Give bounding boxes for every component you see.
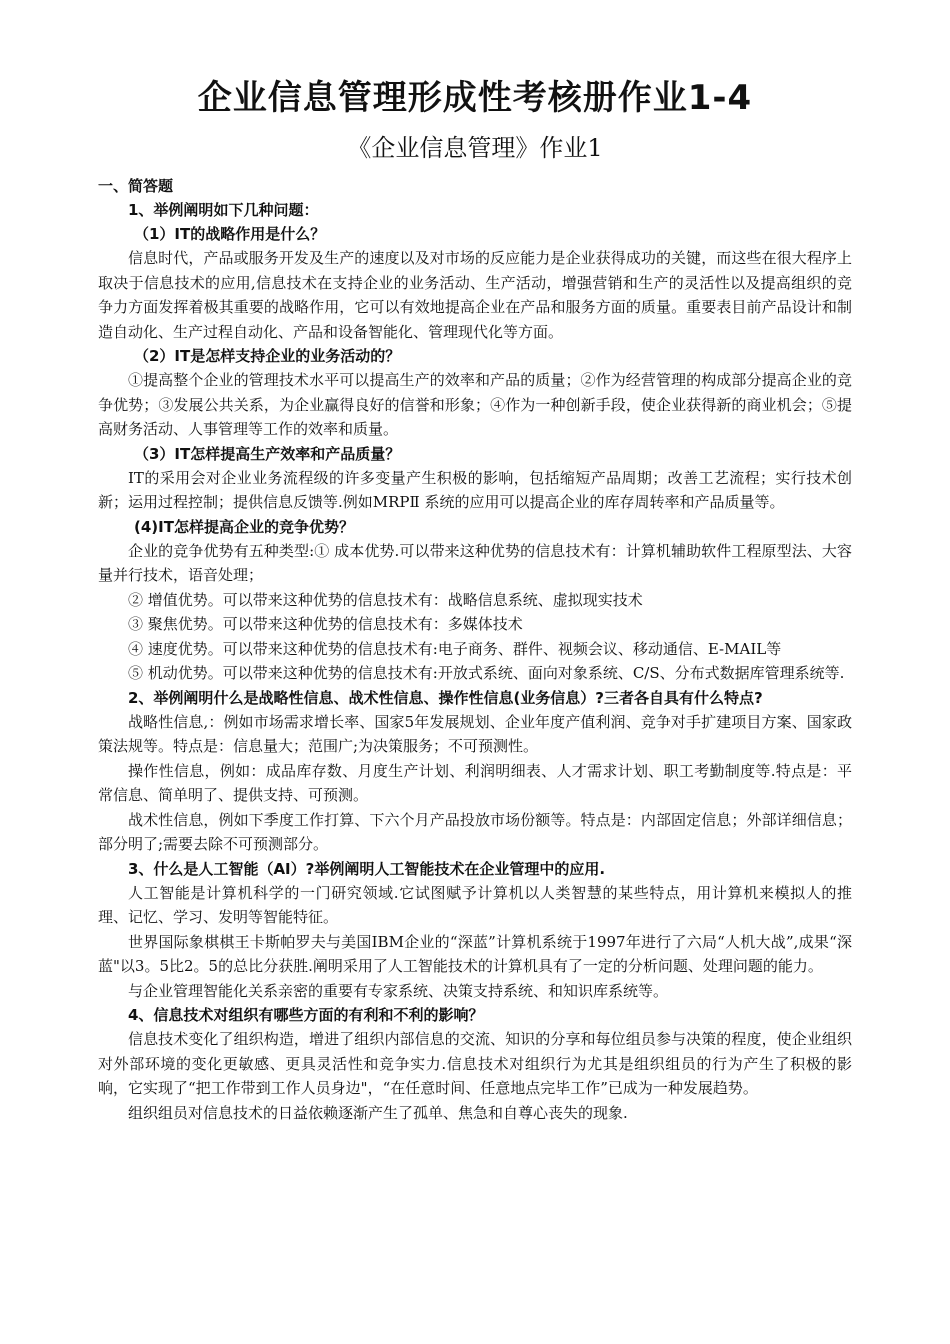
paragraph: 操作性信息，例如：成品库存数、月度生产计划、利润明细表、人才需求计划、职工考勤制度等.特点是：平常信息、简单明了、提供支持、可预测。 (98, 761, 852, 804)
question-4-heading: 4、信息技术对组织有哪些方面的有利和不利的影响？ (128, 1006, 484, 1024)
paragraph: ①提高整个企业的管理技术水平可以提高生产的效率和产品的质量；②作为经营管理的构成部分提高企业的竞争优势；③发展公共关系，为企业赢得良好的信誉和形象；④作为一种创新手段，使企业获得新的商业机会；⑤提高财务活动、人事管理等工作的效率和质量。 (98, 371, 852, 438)
question-1-sub-2-heading: （2）IT是怎样支持企业的业务活动的？ (134, 347, 401, 365)
paragraph: 人工智能是计算机科学的一门研究领域.它试图赋予计算机以人类智慧的某些特点，用计算机来模拟人的推理、记忆、学习、发明等智能特征。 (98, 883, 852, 926)
paragraph: ② 增值优势。可以带来这种优势的信息技术有：战略信息系统、虚拟现实技术 (128, 590, 643, 609)
paragraph: 战术性信息，例如下季度工作打算、下六个月产品投放市场份额等。特点是：内部固定信息；外部详细信息；部分明了;需要去除不可预测部分。 (98, 810, 852, 853)
paragraph: 与企业管理智能化关系亲密的重要有专家系统、决策支持系统、和知识库系统等。 (128, 981, 669, 1000)
section-heading: 一、简答题 (98, 177, 174, 195)
question-3-heading: 3、什么是人工智能（AI）?举例阐明人工智能技术在企业管理中的应用. (128, 859, 606, 878)
question-1-sub-4-heading: (4)IT怎样提高企业的竞争优势？ (134, 517, 354, 536)
paragraph: ④ 速度优势。可以带来这种优势的信息技术有:电子商务、群件、视频会议、移动通信、E-MAIL等 (128, 639, 782, 658)
paragraph: ⑤ 机动优势。可以带来这种优势的信息技术有:开放式系统、面向对象系统、C/S、分布式数据库管理系统等. (128, 664, 845, 682)
question-1-heading: 1、举例阐明如下几种问题： (128, 201, 319, 219)
question-1-sub-1-heading: （1）IT的战略作用是什么？ (134, 225, 326, 243)
paragraph: 世界国际象棋棋王卡斯帕罗夫与美国IBM企业的“深蓝”计算机系统于1997年进行了六局“人机大战”,成果“深蓝"以3。5比2。5的总比分获胜.阐明采用了人工智能技术的计算机具有了一定的分析问题、处理问题的能力。 (98, 932, 852, 975)
document-title: 企业信息管理形成性考核册作业1-4 (197, 78, 753, 118)
question-2-heading: 2、举例阐明什么是战略性信息、战术性信息、操作性信息(业务信息）?三者各自具有什么特点? (128, 688, 763, 707)
paragraph: 企业的竞争优势有五种类型:① 成本优势.可以带来这种优势的信息技术有：计算机辅助软件工程原型法、大容量并行技术，语音处理； (98, 541, 852, 584)
paragraph: 信息时代，产品或服务开发及生产的速度以及对市场的反应能力是企业获得成功的关键，而这些在很大程序上取决于信息技术的应用,信息技术在支持企业的业务活动、生产活动，增强营销和生产的灵活性以及提高组织的竞争力方面发挥着极其重要的战略作用，它可以有效地提高企业在产品和服务方面的质量。重要表目前产品设计和制造自动化、生产过程自动化、产品和设备智能化、管理现代化等方面。 (98, 249, 852, 341)
paragraph: 战略性信息,：例如市场需求增长率、国家5年发展规划、企业年度产值利润、竞争对手扩建项目方案、国家政策法规等。特点是：信息量大；范围广;为决策服务；不可预测性。 (98, 712, 852, 755)
paragraph: IT的采用会对企业业务流程级的许多变量产生积极的影响，包括缩短产品周期；改善工艺流程；实行技术创新；运用过程控制；提供信息反馈等.例如MRPⅡ 系统的应用可以提高企业的库存周转率和产品质量等。 (98, 468, 852, 511)
paragraph: ③ 聚焦优势。可以带来这种优势的信息技术有：多媒体技术 (128, 615, 523, 633)
paragraph: 信息技术变化了组织构造，增进了组织内部信息的交流、知识的分享和每位组员参与决策的程度，使企业组织对外部环境的变化更敏感、更具灵活性和竞争实力.信息技术对组织行为尤其是组织组员的行为产生了积极的影响，它实现了“把工作带到工作人员身边"，“在任意时间、任意地点完毕工作”已成为一种发展趋势。 (98, 1030, 852, 1097)
paragraph: 组织组员对信息技术的日益依赖逐渐产生了孤单、焦急和自尊心丧失的现象. (128, 1103, 628, 1122)
document-subtitle: 《企业信息管理》作业1 (347, 134, 603, 162)
question-1-sub-3-heading: （3）IT怎样提高生产效率和产品质量？ (134, 444, 401, 463)
